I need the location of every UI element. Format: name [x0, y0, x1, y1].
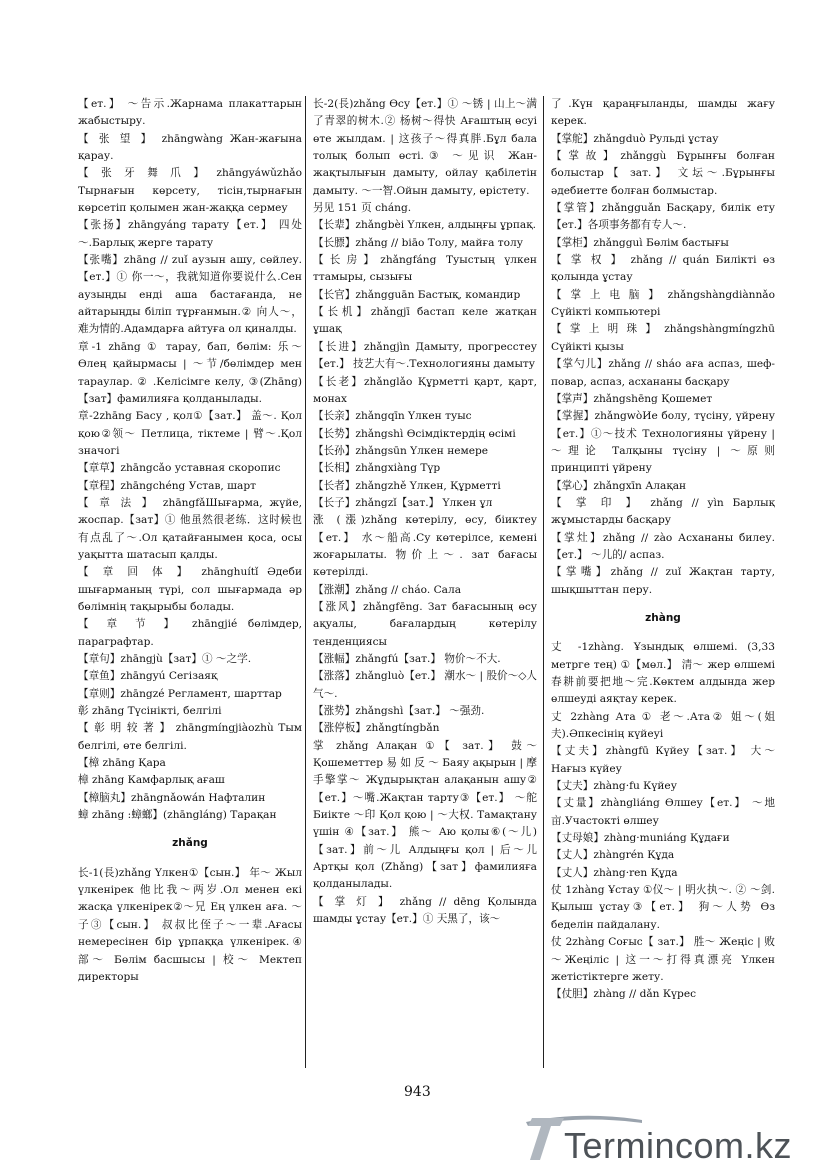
dictionary-entry: 【涨风】zhǎngfēng. Зат бағасының өсу ақуалы, бағалардың көтерілу тенденциясы	[313, 600, 537, 648]
dictionary-entry: 【长相】zhǎngxiàng Түр	[313, 462, 441, 475]
column-middle	[313, 96, 537, 1066]
dictionary-entry: 【 彰 明 较 著 】 zhāngmíngjiàozhù Тым белгілі, өте белгілі.	[78, 722, 302, 752]
dictionary-entry: 【长孙】zhǎngsūn Үлкен немере	[313, 444, 489, 457]
column-left	[78, 96, 302, 1066]
dictionary-entry: 【 章 法 】 zhāngfǎШығарма, жүйе, жоспар.【зат】① 他虽然很老练．这时候也有点乱了～.Ол қатайғанымен қоса, осы уақытта шатасып қалды.	[78, 496, 302, 561]
dictionary-entry: 长-1(長)zhǎng Үлкен①【сын.】 年～ Жыл үлкенірек 他比我～两岁.Ол менен екі жасқа үлкенірек②～兄 Ең үлкен аға. ～子③【сын.】 叔叔比侄子～一辈.Ағасы немересінен бір ұрпаққа үлкенірек.④ 部～ Бөлім басшысы | 校～ Мектеп директоры	[78, 866, 302, 983]
dictionary-entry: 仗 2zhàng Соғыс【 зат.】 胜～ Жеңіс | 败～Жеңіліс | 这一～打得真漂亮 Үлкен жетістіктерге жету.	[551, 936, 775, 983]
dictionary-entry: 【 掌 权 】 zhǎng // quán Билікті өз қолында ұстау	[551, 254, 775, 284]
section-heading: zhàng	[645, 611, 681, 624]
dictionary-entry: 【掌灶】zhǎng // zào Асхананы билеу.【ет.】 ～儿的/ аспаз.	[551, 531, 775, 561]
dictionary-entry: 【樟脑丸】zhāngnǎowán Нафталин	[78, 791, 266, 804]
dictionary-entry: 丈 2zhàng Ата ① 老～.Ата② 姐～(姐夫).Әпкесінің күйеуі	[551, 710, 775, 741]
page-number: 943	[404, 1084, 431, 1100]
dictionary-entry: 【长机】zhǎngjī бастап келе жатқан ұшақ	[313, 306, 537, 336]
dictionary-entry: 【 章 回 体 】 zhānghuítǐ Әдеби шығарманың түрі, сол шығармада әр бөлімнің тақырыбы болады.	[78, 566, 302, 613]
logo-text: Termincom.kz	[564, 1125, 793, 1166]
dictionary-entry: 【章鱼】zhāngyú Сегізаяқ	[78, 670, 218, 683]
dictionary-entry: 【 张 牙 舞 爪 】 zhāngyáwǔzhǎo Тырнағын көрсету, тісін,тырнағын көрсетіп қолымен жан-жаққа сермеу	[78, 167, 302, 215]
dictionary-entry: 【涨潮】zhǎng // cháo. Сала	[313, 583, 462, 596]
section-heading: zhǎng	[172, 837, 208, 850]
dictionary-entry: 【 掌 印 】 zhǎng // yìn Барлық жұмыстарды басқару	[551, 496, 775, 527]
dictionary-entry: 【长膘】zhǎng // biāo Толу, майға толу	[313, 236, 523, 249]
dictionary-entry: 【章草】zhāngcǎo уставная скоропис	[78, 462, 281, 475]
dictionary-entry: 【长官】zhǎngguān Бастық, командир	[313, 288, 521, 301]
dictionary-entry: 【丈夫】zhàng·fu Күйеу	[551, 780, 677, 793]
dictionary-entry: 【长子】zhǎngzǐ【зат.】 Үлкен ұл	[313, 496, 493, 509]
dictionary-entry: 仗 1zhàng Ұстау ①仪～ | 明火执～. ② ～剑. Қылыш ұстау③【ет.】 狗～人势 Өз беделін пайдалану.	[551, 884, 775, 931]
dictionary-entry: 【掌声】zhǎngshēng Қошемет	[551, 392, 713, 405]
dictionary-entry: 【樟 zhāng Қара	[78, 757, 166, 770]
dictionary-entry: 【长势】zhǎngshì Өсімдіктердің өсімі	[313, 427, 516, 440]
termincom-logo	[524, 1108, 824, 1168]
dictionary-entry: 【张嘴】zhāng // zuǐ аузын ашу, сөйлеу.【ет.】① 你一～，我就知道你要说什么.Сен аузыңды енді аша бастағанда, не айтарыңды біліп тұрғанмын.② 向人～，难为情的.Адамдарға айтуға ол қиналды.	[78, 254, 302, 336]
dictionary-entry: 【 掌 灯 】 zhǎng // dēng Қолында шамды ұстау【ет.】① 天黑了，该～	[313, 895, 537, 926]
dictionary-entry: 【掌握】zhǎngwòИе болу, түсіну, үйрену【ет.】①～技术 Технологияны үйрену | ～理论 Талқыны түсіну | ～原则 принципті үйрену	[551, 410, 775, 475]
dictionary-entry: 【涨势】zhǎngshì【зат.】 ～强劲.	[313, 705, 485, 718]
dictionary-entry: 【长辈】zhǎngbèi Үлкен, алдыңғы ұрпақ.	[313, 219, 536, 232]
dictionary-entry: 长-2(長)zhǎng Өсу【ет.】① ～锈 | 山上～满了青翠的树木.② 杨树～得快 Ағаштың өсуі өте жылдам. | 这孩子～得真胖.Бұл бала толық болып өсті.③ ～见识 Жан-жақтылығын дамыту, ойлау қабілетін дамыту. ～一智.Ойын дамыту, өрістету.	[313, 98, 537, 197]
dictionary-entry: 【掌舵】zhǎngduò Рульді ұстау	[551, 132, 719, 145]
dictionary-entry: 樟 zhāng Камфарлық ағаш	[78, 774, 225, 787]
column-right	[551, 96, 775, 1066]
dictionary-entry: 章-1 zhāng ① тарау, бап, бөлім: 乐～ Өлең қайырмасы | ～节/бөлімдер мен тараулар. ② .Келісімге келу, ③(Zhāng)【зат】фамилияға қолданылады.	[78, 340, 302, 405]
dictionary-entry: 【涨停板】zhǎngtíngbǎn	[313, 722, 440, 735]
dictionary-entry: 【涨幅】zhǎngfú【зат.】 物价～不大.	[313, 653, 501, 665]
dictionary-entry: 彰 zhāng Түсінікті, белгілі	[78, 705, 222, 718]
dictionary-entry: 【丈母娘】zhàng·muniáng Құдағи	[551, 832, 730, 845]
dictionary-entry: 【掌故】zhǎnggù Бұрынғы болған болыстар【 зат.】 文坛～.Бұрынғы әдебиетте болған болмыстар.	[551, 150, 775, 197]
dictionary-entry: 【章则】zhāngzé Регламент, шарттар	[78, 687, 282, 700]
dictionary-entry: 【长者】zhǎngzhě Үлкен, Құрметті	[313, 479, 501, 492]
dictionary-entry: 掌 zhǎng Алақан ①【 зат.】 鼓～ Қошеметтер 易 如 反 ～ Баяу ақырын | 摩手擎掌～ Жұдырықтан алақанын ашу②【ет.】～嘴.Жақтан тарту③【ет.】 ～舵 Биікте ～印 Қол қою | ～大权. Тамақтану үшін ④【зат.】 熊～ Аю қолы⑥(～儿)【зат.】前～儿 Алдыңғы қол | 后～儿 Артқы қол (Zhǎng)【зат】фамилияға қолданылады.	[313, 739, 537, 891]
dictionary-entry: 【丈人】zhàng·ren Құда	[551, 866, 678, 879]
dictionary-entry: 【仗胆】zhàng // dǎn Күрес	[551, 988, 697, 1001]
dictionary-entry: 【长进】zhǎngjìn Дамыту, прогресстеу【ет.】 技艺大有～.Технологияны дамыту	[313, 340, 537, 371]
dictionary-entry: 丈 -1zhàng. Ұзындық өлшемі. (3,33 метрге тең) ①【мөл.】 清～ жер өлшемі 春耕前要把地～完.Көктем алдында жер өлшеуді аяқтау керек.	[551, 641, 775, 706]
dictionary-entry: 涨 (漲)zhǎng көтерілу, өсу, біиктеу【ет.】 水～船高.Су көтерілсе, кемені жоғарылаты. 物价上～. зат бағасы көтерілді.	[313, 514, 537, 579]
dictionary-entry: 【掌嘴】zhǎng // zuǐ Жақтан тарту, шықшыттан перу.	[551, 566, 775, 596]
column-divider-right	[543, 96, 544, 1068]
dictionary-entry: 【张扬】zhāngyáng тарату【ет.】 四处～.Барлық жерге тарату	[78, 219, 302, 249]
dictionary-entry: 【掌勺儿】zhǎng // sháo аға аспаз, шеф- повар, аспаз, асхананы басқару	[551, 358, 775, 388]
dictionary-entry: 【 张 望 】 zhāngwàng Жан-жағына қарау.	[78, 132, 302, 163]
dictionary-entry: 【长老】zhǎnglǎo Құрметті қарт, қарт, монах	[313, 375, 537, 405]
dictionary-entry: 【ет.】 ～告示.Жарнама плакаттарын жабыстыру.	[78, 98, 302, 128]
dictionary-entry: 另见 151 页 cháng.	[313, 202, 412, 215]
dictionary-entry: 【掌柜】zhǎngguì Бөлім бастығы	[551, 236, 729, 249]
dictionary-entry: 蟑 zhāng :蟑螂】(zhāngláng) Тарақан	[78, 809, 277, 822]
dictionary-entry: 了.Күн қараңғыланды, шамды жағу керек.	[551, 98, 775, 128]
dictionary-entry: 【掌心】zhǎngxīn Алақан	[551, 479, 687, 492]
dictionary-entry: 【 掌 上 明 珠 】 zhǎngshàngmíngzhū Сүйікті қызы	[551, 323, 775, 353]
dictionary-entry: 【丈夫】zhàngfū Күйеу【зат.】 大～ Нағыз күйеу	[551, 745, 775, 775]
dictionary-entry: 【长房】zhǎngfáng Туыстың үлкен ттамыры, сызығы	[313, 254, 537, 284]
dictionary-entry: 【 掌 上 电 脑 】 zhǎngshàngdiànnǎo Сүйікті компьютері	[551, 288, 775, 319]
dictionary-entry: 【涨落】zhǎngluò【ет.】 潮水～ | 股价～◇人气～.	[313, 670, 537, 700]
dictionary-entry: 【章句】zhāngjù【зат】① ～之学.	[78, 653, 252, 665]
dictionary-entry: 章-2zhāng Басу , қол①【зат.】 盖～. Қол қою②领～ Петлица, тіктеме | 臂～.Қол значогі	[78, 410, 302, 457]
dictionary-entry: 【 章 节 】 zhāngjié бөлімдер, параграфтар.	[78, 618, 302, 648]
dictionary-entry: 【章程】zhāngchéng Устав, шарт	[78, 479, 256, 492]
dictionary-entry: 【掌管】zhǎngguǎn Басқару, билік ету【ет.】各项事务都有专人～.	[551, 202, 775, 232]
column-divider-left	[305, 96, 306, 1068]
dictionary-entry: 【长亲】zhǎngqīn Үлкен туыс	[313, 410, 472, 423]
dictionary-entry: 【丈人】zhàngrén Құда	[551, 849, 675, 862]
dictionary-entry: 【丈量】zhàngliáng Өлшеу【ет.】 ～地亩.Участокті өлшеу	[551, 797, 775, 827]
